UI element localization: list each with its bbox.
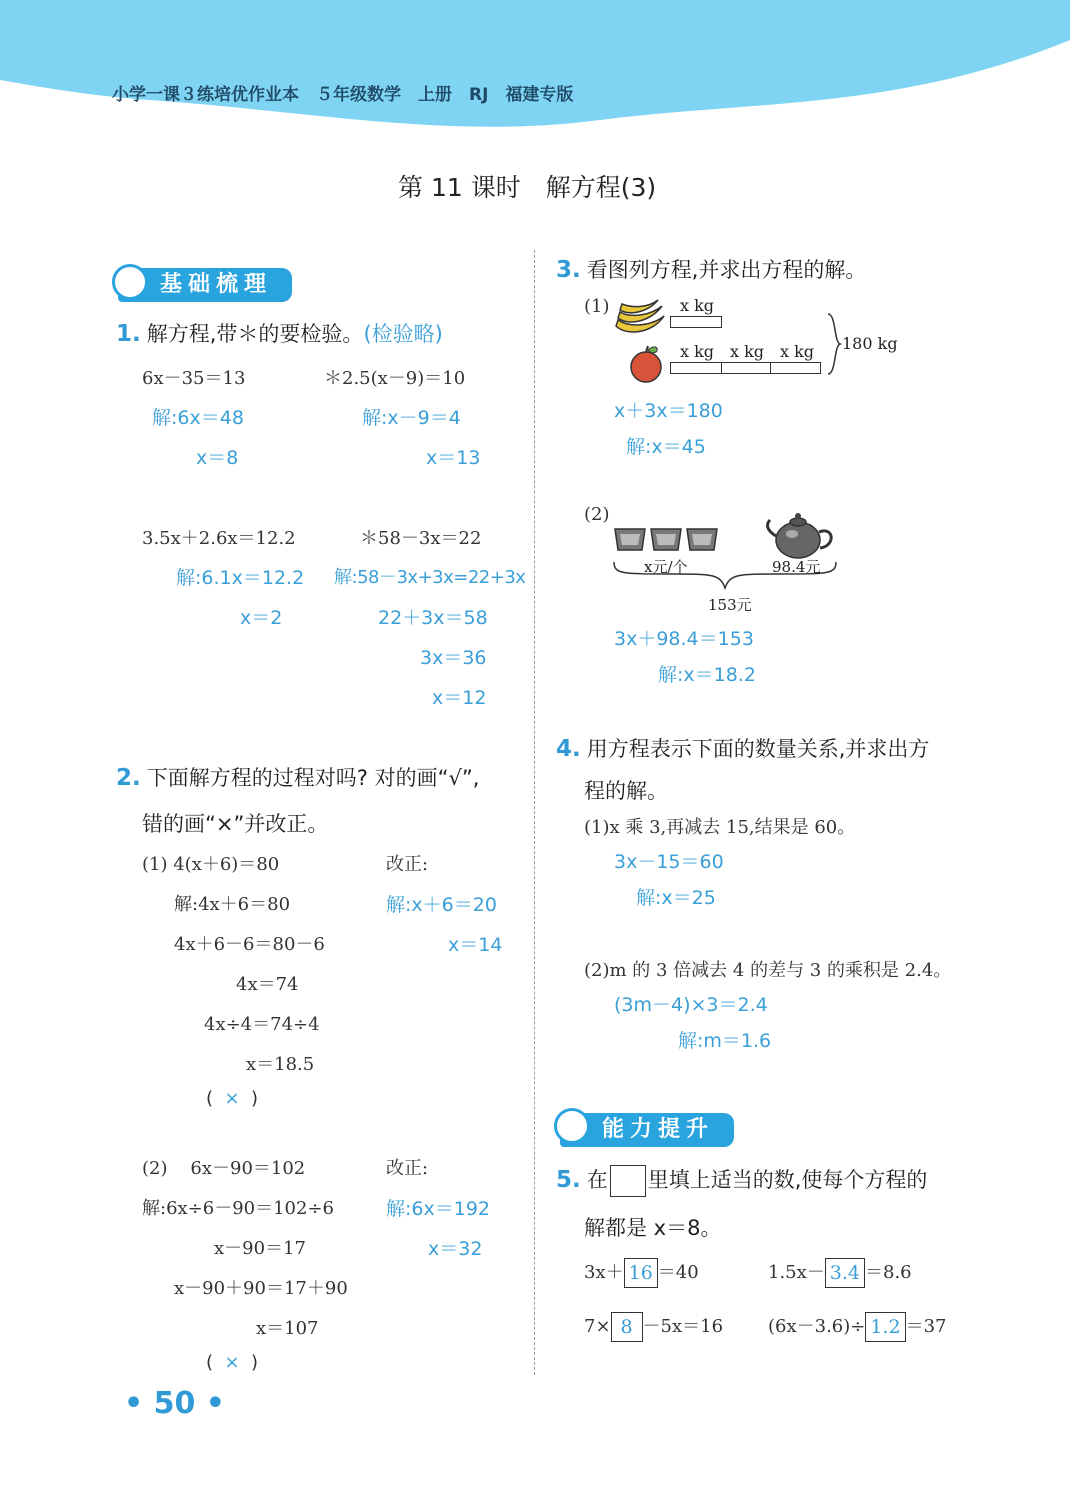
q2-p2-step: x－90＝17: [214, 1238, 306, 1259]
q2-prompt-line2: 错的画“×”并改正。: [142, 812, 329, 836]
q1-eq4-step1: 解:58－3x+3x=22+3x: [334, 567, 526, 588]
q4-p2-sol: 解:m＝1.6: [678, 1030, 772, 1052]
q1-eq3: 3.5x＋2.6x＝12.2: [142, 528, 296, 549]
q1-eq1-step1: 解:6x＝48: [152, 407, 244, 429]
teapot-icon: [764, 506, 838, 560]
q2-p1-step: 4x＝74: [236, 974, 299, 995]
q5-eq4-answer-box[interactable]: 1.2: [865, 1312, 905, 1342]
page-number: • 50 •: [124, 1386, 225, 1421]
q1-eq2: ＊2.5(x－9)＝10: [324, 368, 466, 389]
q1-eq4-step3: 3x＝36: [420, 647, 487, 669]
q5-eq1-answer-box[interactable]: 16: [624, 1258, 658, 1288]
q2-p2-fix: 解:6x＝192: [386, 1198, 490, 1220]
q3-p2-total: 153元: [708, 596, 752, 614]
alarm-clock-icon: [554, 1108, 590, 1144]
q5-eq1: 3x＋ 16 ＝40: [584, 1258, 699, 1288]
q3-p1-label: (1): [584, 296, 610, 317]
q3-p2-cup-label: x元/个: [644, 558, 688, 576]
q3-p1-seg-label: x kg: [730, 342, 765, 361]
q2-p1-step: 4x＋6－6＝80－6: [174, 934, 325, 955]
alarm-clock-icon: [112, 264, 148, 300]
q3-p2-eq: 3x＋98.4＝153: [614, 628, 754, 650]
q2-p1-fix: x＝14: [448, 934, 503, 956]
q5-prompt-line1: 5. 在 里填上适当的数,使每个方程的: [556, 1164, 927, 1197]
cups-icon: [612, 526, 720, 554]
q2-p2-step: x＝107: [256, 1318, 319, 1339]
apple-bar-segment: [670, 362, 722, 374]
blank-box-example: [610, 1165, 646, 1197]
lesson-title: 第 11 课时 解方程(3): [398, 173, 657, 202]
q1-eq4-step2: 22＋3x＝58: [378, 607, 488, 629]
section-badge-advanced: 能力提升: [560, 1113, 734, 1147]
q2-p2-fix: x＝32: [428, 1238, 483, 1260]
q3-p1-total: 180 kg: [842, 334, 898, 353]
q2-p1-step: 解:4x＋6＝80: [174, 894, 291, 915]
apple-bar-segment: [720, 362, 771, 374]
q4-prompt-line1: 4. 用方程表示下面的数量关系,并求出方: [556, 736, 930, 762]
q3-p1-eq: x＋3x＝180: [614, 400, 723, 422]
q5-eq2: 1.5x－ 3.4 ＝8.6: [768, 1258, 912, 1288]
q4-p1-sol: 解:x＝25: [636, 887, 716, 909]
q3-p1-seg-label: x kg: [680, 296, 715, 315]
q2-p1-judgement: ( × ): [206, 1088, 259, 1109]
q2-p1-correction-label: 改正:: [386, 854, 429, 875]
q2-p2-step: x－90＋90＝17＋90: [174, 1278, 348, 1299]
q2-p2-judgement: ( × ): [206, 1352, 259, 1373]
q2-p1-step: x＝18.5: [246, 1054, 315, 1075]
q5-eq3: 7× 8 －5x＝16: [584, 1312, 723, 1342]
header-banner: [0, 0, 1070, 140]
q3-p2-label: (2): [584, 504, 610, 525]
q2-p2-header: (2) 6x－90＝102: [142, 1158, 306, 1179]
q1-eq2-step1: 解:x－9＝4: [362, 407, 461, 429]
q4-p2-text: (2)m 的 3 倍减去 4 的差与 3 的乘积是 2.4。: [584, 960, 952, 981]
q3-p2-pot-label: 98.4元: [772, 558, 821, 576]
section-badge-basic: 基础梳理: [118, 268, 292, 302]
q1-eq1-step2: x＝8: [196, 447, 239, 469]
q3-p1-seg-label: x kg: [780, 342, 815, 361]
apple-bar-segment: [770, 362, 821, 374]
q3-p1-sol: 解:x＝45: [626, 436, 706, 458]
q1-eq3-step1: 解:6.1x＝12.2: [176, 567, 305, 589]
banana-icon: [612, 296, 668, 338]
column-divider: [534, 250, 535, 1375]
q2-p1-header: (1) 4(x＋6)＝80: [142, 854, 280, 875]
q5-prompt-line2: 解都是 x＝8。: [584, 1216, 722, 1240]
q1-eq3-step2: x＝2: [240, 607, 283, 629]
q2-prompt-line1: 2. 下面解方程的过程对吗? 对的画“√”,: [116, 765, 480, 791]
q2-p1-fix: 解:x＋6＝20: [386, 894, 497, 916]
q2-p2-step: 解:6x÷6－90＝102÷6: [142, 1198, 334, 1219]
q1-eq4-step4: x＝12: [432, 687, 487, 709]
apple-icon: [626, 344, 666, 384]
q3-p2-sol: 解:x＝18.2: [658, 664, 756, 686]
q4-p1-text: (1)x 乘 3,再减去 15,结果是 60。: [584, 817, 856, 838]
q5-eq3-answer-box[interactable]: 8: [611, 1312, 643, 1342]
q5-eq4: (6x－3.6)÷ 1.2 ＝37: [768, 1312, 946, 1342]
q2-p1-step: 4x÷4＝74÷4: [204, 1014, 320, 1035]
q1-eq2-step2: x＝13: [426, 447, 481, 469]
banana-bar: [670, 316, 722, 328]
q3-prompt: 3. 看图列方程,并求出方程的解。: [556, 257, 867, 283]
q2-p2-correction-label: 改正:: [386, 1158, 429, 1179]
q4-prompt-line2: 程的解。: [584, 779, 668, 803]
q1-eq1: 6x－35＝13: [142, 368, 246, 389]
q1-prompt: 1. 解方程,带＊的要检验。(检验略): [116, 321, 443, 347]
q3-p1-seg-label: x kg: [680, 342, 715, 361]
book-title: 小学一课３练培优作业本 ５年级数学 上册 RJ 福建专版: [112, 85, 574, 105]
q4-p2-eq: (3m－4)×3＝2.4: [614, 994, 768, 1016]
q4-p1-eq: 3x－15＝60: [614, 851, 724, 873]
q5-eq2-answer-box[interactable]: 3.4: [825, 1258, 865, 1288]
q1-eq4: ＊58－3x＝22: [360, 528, 482, 549]
